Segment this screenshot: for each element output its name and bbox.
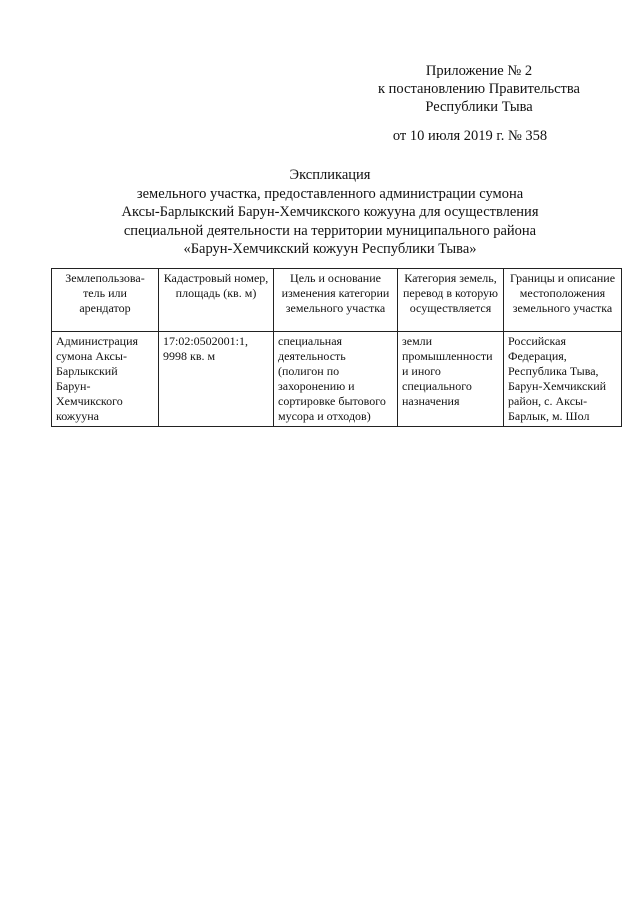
title-line-4: специальной деятельности на территории муниципального района — [123, 222, 537, 239]
table-row — [52, 332, 622, 427]
header-purpose: Цель и основание изменения категории земельного участка — [274, 269, 398, 332]
cell-cadastral-number: 17:02:0502001:1, 9998 кв. м — [159, 332, 274, 427]
appendix-number: Приложение № 2 — [425, 63, 533, 79]
cell-land-user: Администрация сумона Аксы-Барлыкский Барун-Хемчикского кожууна — [52, 332, 159, 427]
title-line-5: «Барун-Хемчикский кожуун Республики Тыва» — [183, 241, 477, 257]
appendix-republic: Республики Тыва — [425, 99, 533, 115]
header-land-category: Категория земель, перевод в которую осуществляется — [398, 269, 504, 332]
appendix-header — [364, 62, 594, 116]
title-line-1: Экспликация — [289, 167, 371, 183]
appendix-reference: к постановлению Правительства — [378, 81, 580, 97]
header-boundaries: Границы и описание местоположения земельного участка — [504, 269, 622, 332]
cell-boundaries: Российская Федерация, Республика Тыва, Барун-Хемчикский район, с. Аксы-Барлык, м. Шол — [504, 332, 622, 427]
explication-table — [51, 268, 622, 427]
cell-land-category: земли промышленности и иного специального назначения — [398, 332, 504, 427]
title-line-3: Аксы-Барлыкский Барун-Хемчикского кожууна для осуществления — [121, 204, 539, 220]
document-title — [60, 166, 600, 259]
title-line-2: земельного участка, предоставленного администрации сумона — [136, 185, 524, 202]
table-header-row — [52, 269, 622, 332]
header-land-user: Землепользова-тель или арендатор — [52, 269, 159, 332]
resolution-date: от 10 июля 2019 г. № 358 — [392, 128, 548, 144]
header-cadastral-number: Кадастровый номер, площадь (кв. м) — [159, 269, 274, 332]
cell-purpose: специальная деятельность (полигон по захоронению и сортировке бытового мусора и отходов) — [274, 332, 398, 427]
